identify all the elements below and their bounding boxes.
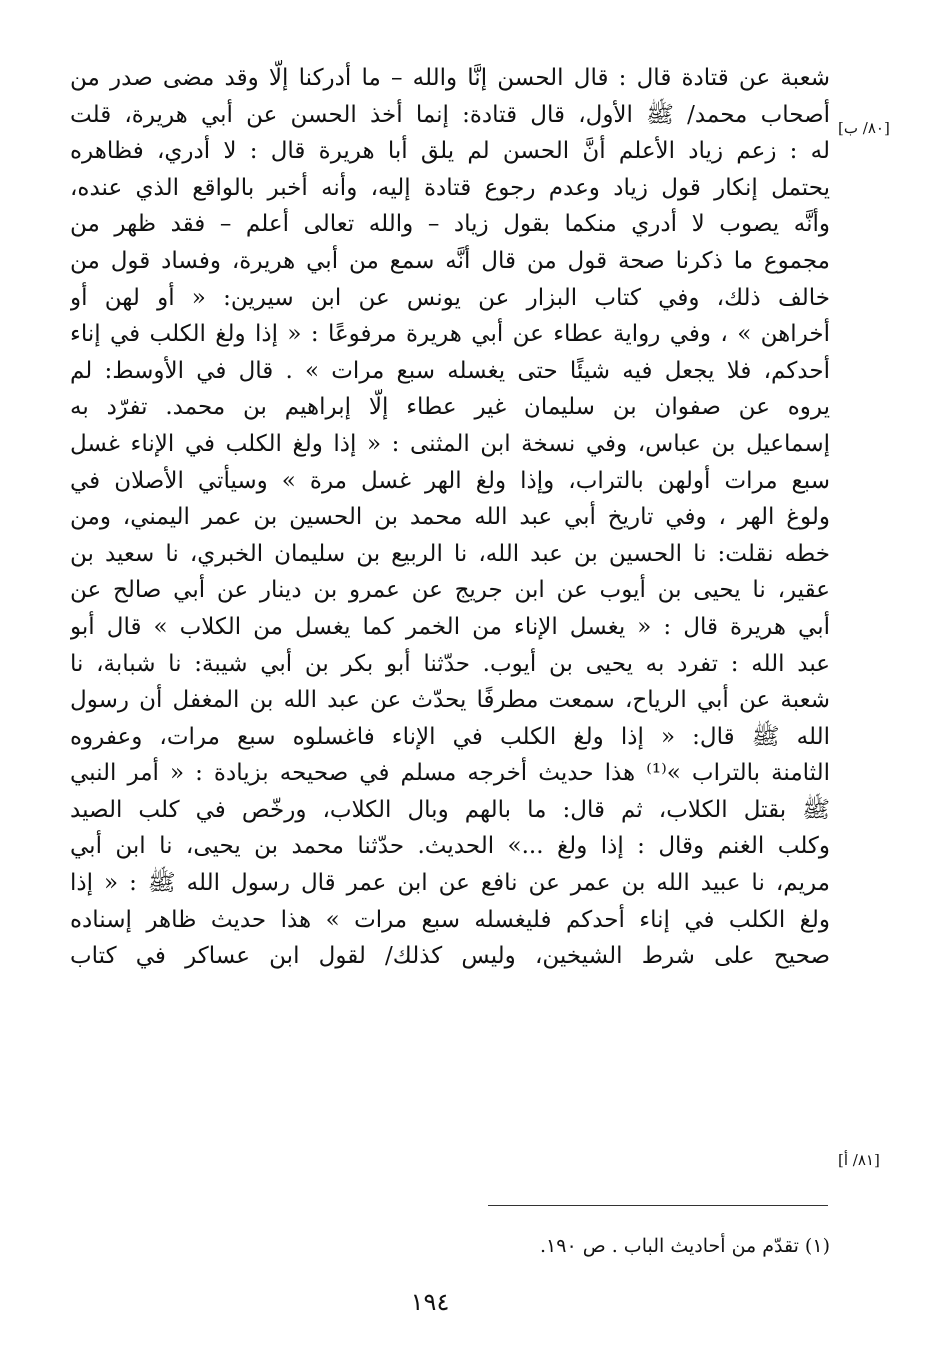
text-line: وأنَّه يصوب لا أدري منكما بقول زياد – والله تعالى أعلم – فقد ظهر من <box>70 211 830 238</box>
text-line: إسماعيل بن عباس، وفي نسخة ابن المثنى : « إذا ولغ الكلب في الإناء غسل <box>70 430 830 457</box>
main-text-body <box>70 60 830 975</box>
text-line: الثامنة بالتراب »⁽¹⁾ هذا حديث أخرجه مسلم في صحيحه بزيادة : « أمر النبي <box>70 760 830 787</box>
text-line: خطه نقلت: نا الحسين بن عبد الله، نا الربيع بن سليمان الخبري، نا سعيد بن <box>70 540 830 567</box>
text-line: شعبة عن أبي الرياح، سمعت مطرفًا يحدّث عن عبد الله بن المغفل أن رسول <box>70 687 830 714</box>
text-line: يروه عن صفوان بن سليمان غير عطاء إلَّا إبراهيم بن محمد. تفرّد به <box>70 394 830 421</box>
text-line: ﷺ بقتل الكلاب، ثم قال: ما بالهم وبال الكلاب، ورخّص في كلب الصيد <box>70 796 830 823</box>
manuscript-folio-marker: [٨١/ أ] <box>838 1151 880 1169</box>
text-line: له : زعم زياد الأعلم أنَّ الحسن لم يلق أبا هريرة قال : لا أدري، فظاهره <box>70 138 830 165</box>
text-line: سبع مرات أولهن بالتراب، وإذا ولغ الهر غسل مرة » وسيأتي الأصلان في <box>70 467 830 494</box>
text-line: عقير، نا يحيى بن أيوب عن ابن جريج عن عمرو بن دينار عن أبي صالح عن <box>70 577 830 604</box>
text-line: أصحاب محمد/ ﷺ الأول، قال قتادة: إنما أخذ الحسن عن أبي هريرة، قلت <box>70 101 830 128</box>
text-line: أحدكم، فلا يجعل فيه شيئًا حتى يغسله سبع مرات » . قال في الأوسط: لم <box>70 357 830 384</box>
text-line: خالف ذلك، وفي كتاب البزار عن يونس عن ابن سيرين: « أو لهن أو <box>70 284 830 311</box>
manuscript-folio-marker: [٨٠/ ب] <box>838 119 890 137</box>
footnote: (١) تقدّم من أحاديث الباب . ص ١٩٠. <box>540 1235 830 1257</box>
text-line: ولغ الكلب في إناء أحدكم فليغسله سبع مرات » هذا حديث ظاهر إسناده <box>70 906 830 933</box>
text-line: أخراهن » ، وفي رواية عطاء عن أبي هريرة مرفوعًا : « إذا ولغ الكلب في إناء <box>70 321 830 348</box>
text-line: أبي هريرة قال : « يغسل الإناء من الخمر كما يغسل من الكلاب » قال أبو <box>70 613 830 640</box>
text-line: وكلب الغنم وقال : إذا ولغ ...» الحديث. حدّثنا محمد بن يحيى، نا ابن أبي <box>70 833 830 860</box>
page-number: ١٩٤ <box>410 1288 450 1316</box>
text-line: الله ﷺ قال: « إذا ولغ الكلب في الإناء فاغسلوه سبع مرات، وعفروه <box>70 723 830 750</box>
text-line: يحتمل إنكار قول زياد وعدم رجوع قتادة إليه، وأنه أخبر بالواقع الذي عنده، <box>70 174 830 201</box>
text-line: مجموع ما ذكرنا صحة قول من قال أنَّه سمع من أبي هريرة، وفساد قول من <box>70 247 830 274</box>
text-line: ولوغ الهر ، وفي تاريخ أبي عبد الله محمد بن الحسين بن عمر اليمني، ومن <box>70 504 830 531</box>
text-line: صحيح على شرط الشيخين، وليس كذلك/ لقول ابن عساكر في كتاب <box>70 943 830 970</box>
text-line: مريم، نا عبيد الله بن عمر عن نافع عن ابن عمر قال رسول الله ﷺ : « إذا <box>70 870 830 897</box>
footnote-divider <box>488 1205 828 1206</box>
text-line: عبد الله : تفرد به يحيى بن أيوب. حدّثنا أبو بكر بن أبي شيبة: نا شبابة، نا <box>70 650 830 677</box>
text-line: شعبة عن قتادة قال : قال الحسن إنَّا والله – ما أدركنا إلَّا وقد مضى صدر من <box>70 65 830 91</box>
